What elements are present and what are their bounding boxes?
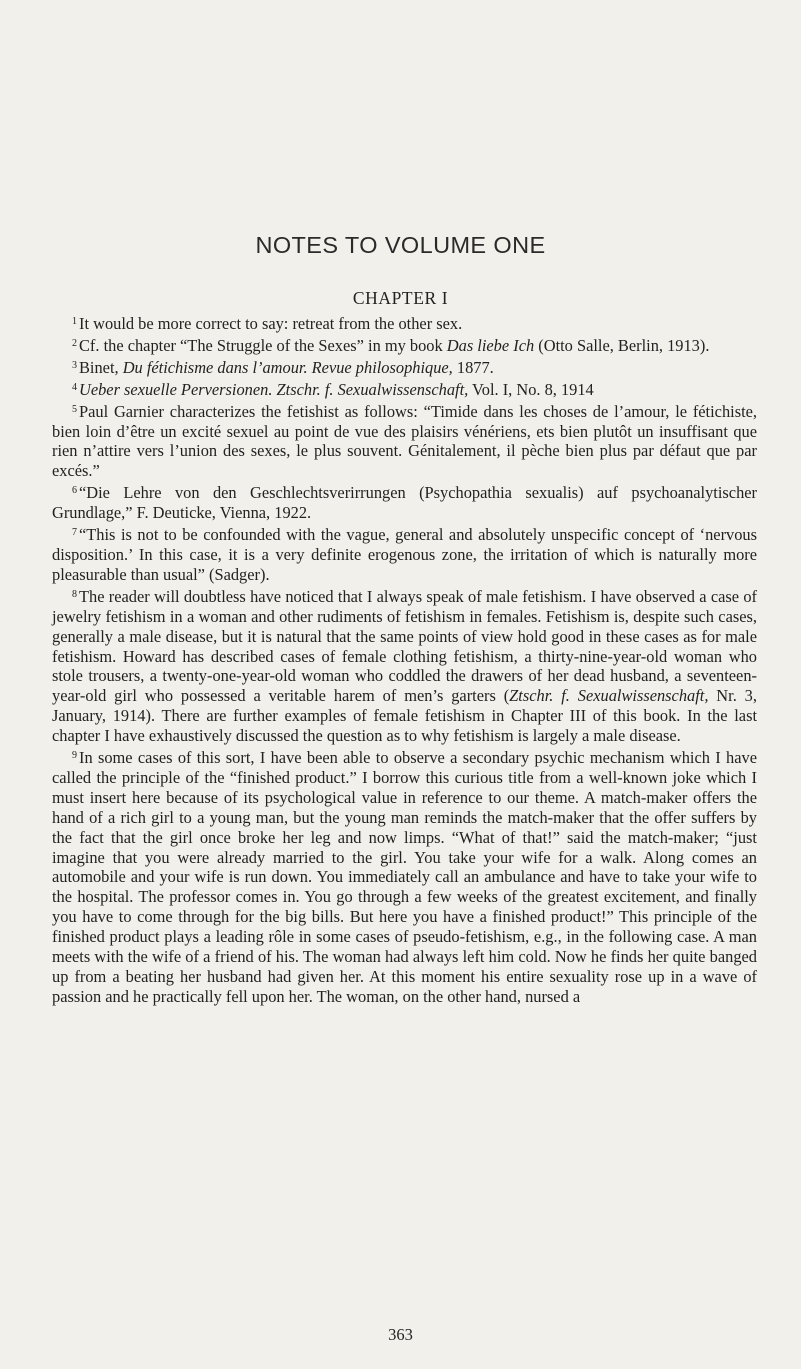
note-number: 5	[72, 403, 77, 415]
note-text: Cf. the chapter “The Struggle of the Sexes” in my book Das liebe Ich (Otto Salle, Berlin, 1913).	[79, 335, 710, 355]
notes-list	[52, 312, 757, 1007]
note-number: 3	[72, 359, 77, 371]
note-8	[52, 585, 757, 746]
note-number: 2	[72, 337, 77, 349]
page-title: NOTES TO VOLUME ONE	[255, 232, 546, 258]
note-text: It would be more correct to say: retreat from the other sex.	[79, 314, 463, 333]
note-number: 6	[72, 485, 77, 497]
note-number: 7	[72, 527, 77, 539]
note-3	[52, 356, 757, 378]
note-2	[52, 334, 757, 356]
note-text: The reader will doubtless have noticed that I always speak of male fetishism. I have observed a case of jewelry fetishism in a woman and other rudiments of fetishism in females. Fetishism is, despite such cases, generally a male disease, but it is natural that the same points of view hold good in these cases as for male fetishism. Howard has described cases of female clothing fetishism, a thirty-nine-year-old woman who stole trousers, a twenty-one-year-old woman who coddled the drawers of her dead husband, a seventeen-year-old girl who possessed a veritable harem of men’s garters (Ztschr. f. Sexualwissenschaft, Nr. 3, January, 1914). There are further examples of female fetishism in Chapter III of this book. In the last chapter I have exhaustively discussed the question as to why fetishism is largely a male disease.	[52, 586, 757, 746]
note-5	[52, 400, 757, 482]
chapter-heading: CHAPTER I	[352, 288, 449, 308]
note-9	[52, 746, 757, 1007]
note-number: 9	[72, 750, 77, 762]
note-number: 1	[72, 316, 77, 327]
note-text: “Die Lehre von den Geschlechtsverirrungen (Psychopathia sexualis) auf psychoanalytischer Grundlage,” F. Deuticke, Vienna, 1922.	[52, 483, 757, 523]
note-text: In some cases of this sort, I have been able to observe a secondary psychic mechanism which I have called the principle of the “finished product.” I borrow this curious title from a well-known joke which I must insert here because of its psychological value in reference to our theme. A match-maker offers the hand of a rich girl to a young man, but the young man reminds the match-maker that the offer suffers by the fact that the girl once broke her leg and now limps. “What of that!” said the match-maker; “just imagine that you were already married to the girl. You take your wife for a walk. Along comes an automobile and your wife is run down. You immediately call an ambulance and have to take your wife to the hospital. The professor comes in. You go through a few weeks of the greatest excitement, and finally you have to come through for the big bills. But here you have a finished product!” This principle of the finished product plays a leading rôle in some cases of pseudo-fetishism, e.g., in the following case. A man meets with the wife of a friend of his. The woman had always left him cold. Now he finds her quite banged up from a beating her husband had given her. At this moment his entire sexuality rose up in a wave of passion and he practically fell upon her. The woman, on the other hand, nursed a	[52, 748, 757, 1006]
note-text: Ueber sexuelle Perversionen. Ztschr. f. Sexualwissenschaft, Vol. I, No. 8, 1914	[79, 379, 594, 399]
note-number: 8	[72, 588, 77, 600]
note-text: “This is not to be confounded with the vague, general and absolutely unspecific concept of ‘nervous disposition.’ In this case, it is a very definite erogenous zone, the irritation of which is naturally more pleasurable than usual” (Sadger).	[52, 525, 757, 584]
note-6	[52, 481, 757, 523]
note-4	[52, 378, 757, 400]
page-number: 363	[388, 1325, 413, 1344]
note-number: 4	[72, 381, 77, 393]
note-7	[52, 523, 757, 585]
note-text: Paul Garnier characterizes the fetishist as follows: “Timide dans les choses de l’amour, le fétichiste, bien loin d’être un excité sexuel au point de vue des plaisirs vénériens, ets bien plutôt un insuffisant que rien n’attire vers l’union des sexes, le plus souvent. Génitalement, il pèche bien plus par défaut que par excés.”	[52, 401, 757, 481]
note-text: Binet, Du fétichisme dans l’amour. Revue philosophique, 1877.	[79, 357, 494, 377]
note-1	[52, 312, 757, 334]
